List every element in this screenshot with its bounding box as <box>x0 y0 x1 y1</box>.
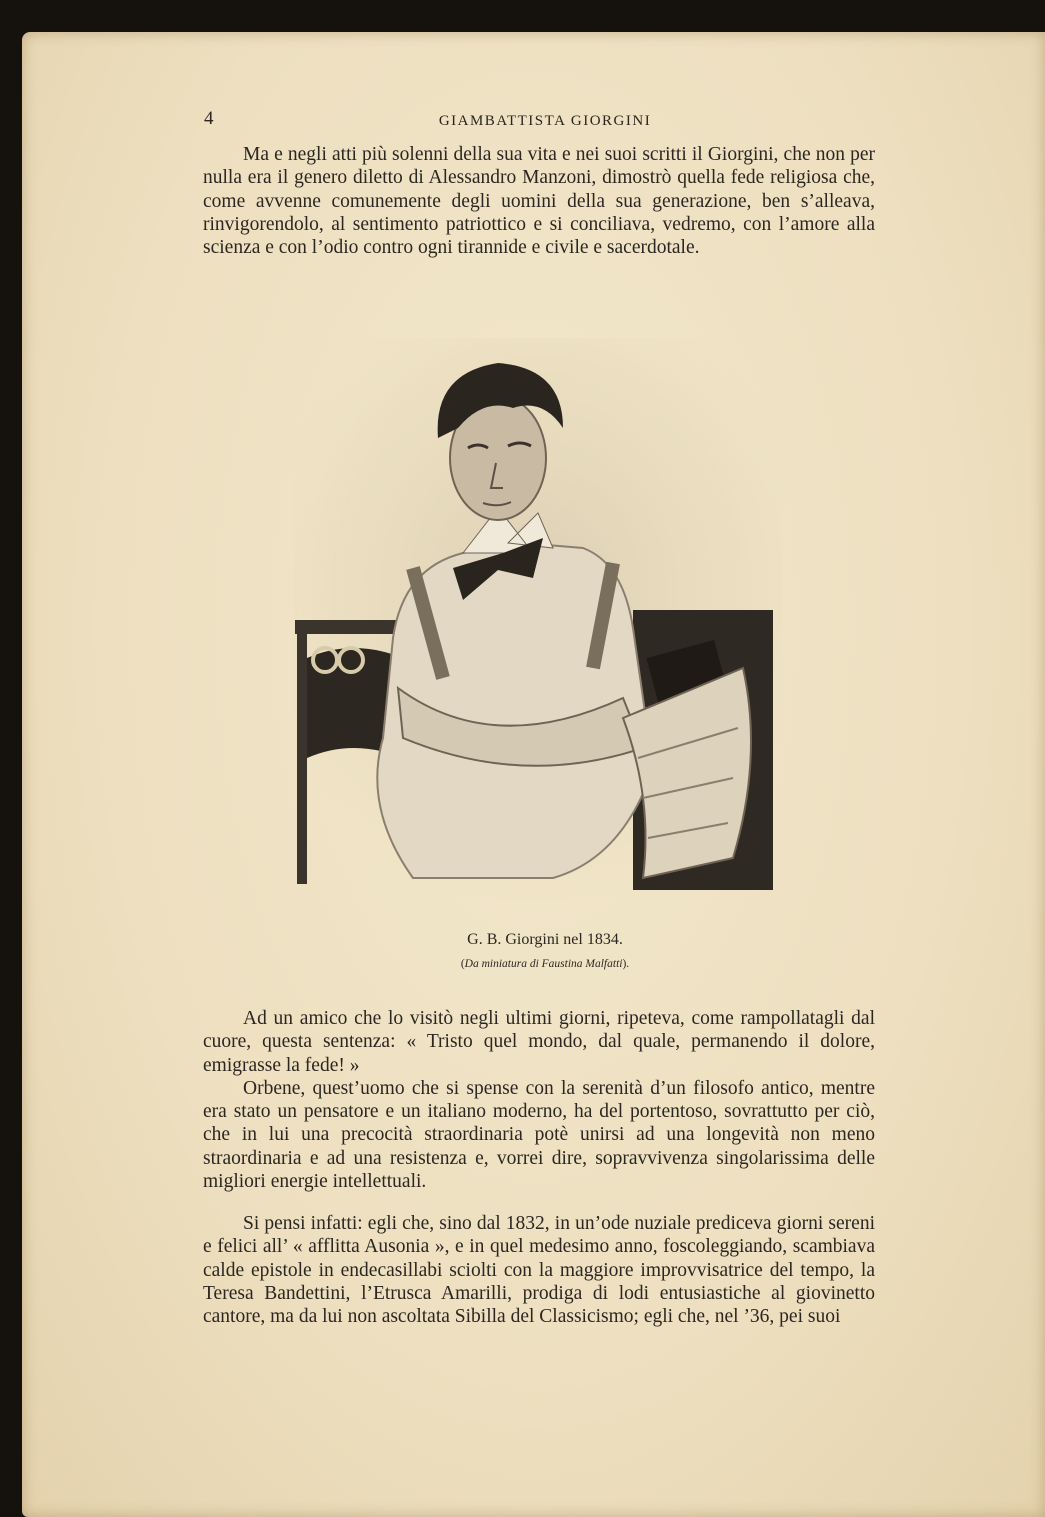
bottom-text-block-2 <box>203 1212 875 1328</box>
figure-credit: (Da miniatura di Faustina Malfatti). <box>460 958 630 970</box>
paragraph: Ad un amico che lo visitò negli ultimi giorni, ripeteva, come rampollatagli dal cuore, questa sentenza: « Tristo quel mondo, dal quale, permanendo il dolore, emigrasse la fede! » <box>203 1008 875 1076</box>
top-text-block <box>203 143 875 259</box>
figure-credit-text: Da miniatura di Faustina Malfatti <box>464 958 623 970</box>
paragraph: Si pensi infatti: egli che, sino dal 1832, in un’ode nuziale prediceva giorni sereni e felici all’ « afflitta Ausonia », e in quel medesimo anno, foscoleggiando, scambiava calde epistole in endecasillabi sciolti con la maggiore improvvisatrice del tempo, la Teresa Bandettini, l’Etrusca Amarilli, prodiga di lodi entusiastiche al giovinetto cantore, ma da lui non ascoltata Sibilla del Classicismo; egli che, nel ’36, pei suoi <box>203 1213 875 1328</box>
paragraph: Ma e negli atti più solenni della sua vita e nei suoi scritti il Giorgini, che non per nulla era il genero diletto di Alessandro Manzoni, dimostrò quella fede religiosa che, come avvenne comunemente degli uomini della sua generazione, ben s’alleava, rinvigorendolo, al sentimento patriottico e si conciliava, vedremo, con l’amore alla scienza e con l’odio contro ogni tirannide e civile e sacerdotale. <box>203 144 875 259</box>
running-title: GIAMBATTISTA GIORGINI <box>438 113 652 129</box>
page-number: 4 <box>204 108 214 129</box>
bottom-text-block <box>203 1007 875 1193</box>
paragraph: Orbene, quest’uomo che si spense con la serenità d’un filosofo antico, mentre era stato un pensatore e un italiano moderno, ha del portentoso, sovrattutto per ciò, che in lui una precocità straordinaria potè unirsi ad una longevità non meno straordinaria e ad una resistenza e, vorrei dire, sopravvivenza singolarissima delle migliori energie intellettuali. <box>203 1077 875 1193</box>
figure-caption: G. B. Giorgini nel 1834. <box>467 931 623 948</box>
portrait-illustration <box>293 338 783 898</box>
